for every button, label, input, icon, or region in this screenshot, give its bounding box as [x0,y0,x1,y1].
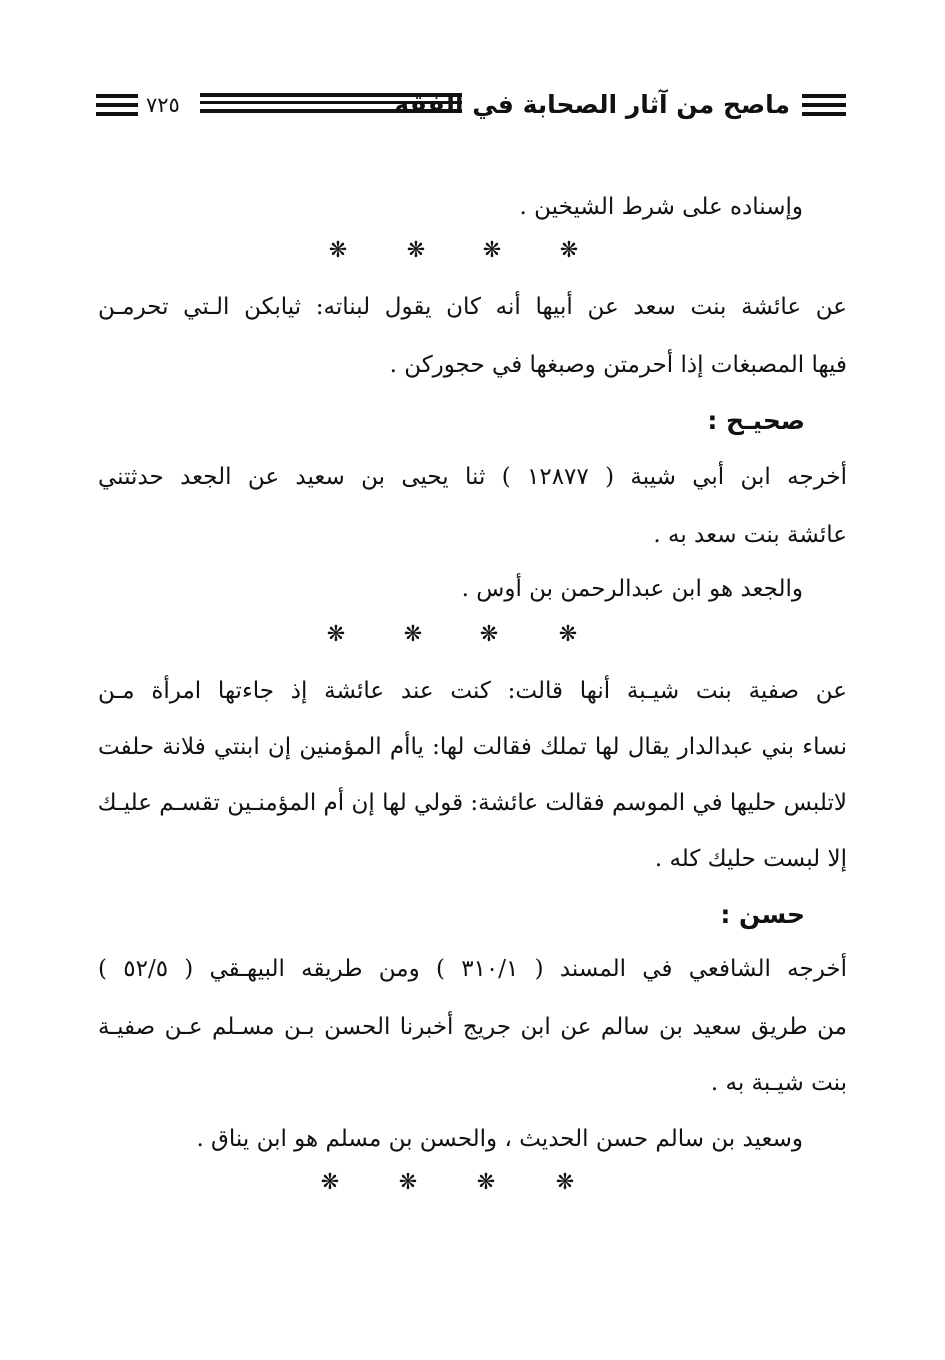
star-separator [0,1172,945,1202]
star-separator [0,240,945,270]
text-line: وسعيد بن سالم حسن الحديث ، والحسن بن مسلم هو ابن يناق . [196,1126,803,1152]
text-line: عائشة بنت سعد به . [653,522,847,548]
star-ornament-icon: ❋ [555,1170,575,1195]
header-rule-left-top [96,94,138,98]
text-line: فيها المصبغات إذا أحرمتن وصبغها في حجوركن . [389,352,847,378]
star-ornament-icon: ❋ [320,1170,340,1195]
text-line: عن عائشة بنت سعد عن أبيها أنه كان يقول لبناته: ثيابكن الـتي تحرمـن [98,294,847,320]
star-ornament-icon: ❋ [482,238,502,263]
text-line: من طريق سعيد بن سالم عن ابن جريج أخبرنا الحسن بـن مسـلم عـن صفيـة [98,1014,847,1040]
header-rule-right-bottom [802,112,846,116]
header-title: ماصح من آثار الصحابة في الفقه [394,90,790,119]
text-line: لاتلبس حليها في الموسم فقالت عائشة: قولي لها إن أم المؤمنـين تقسـم عليـك [97,790,847,816]
star-separator [0,624,945,654]
star-ornament-icon: ❋ [403,622,423,647]
star-ornament-icon: ❋ [476,1170,496,1195]
header-rule-left-bottom [96,112,138,116]
text-line: إلا لبست حليك كله . [654,846,847,872]
text-line: أخرجه ابن أبي شيبة ( ١٢٨٧٧ ) ثنا يحيى بن سعيد عن الجعد حدثتني [98,464,847,490]
star-ornament-icon: ❋ [479,622,499,647]
star-ornament-icon: ❋ [326,622,346,647]
text-line: نساء بني عبدالدار يقال لها تملك فقالت لها: ياأم المؤمنين إن ابنتي فلانة حلفت [98,734,847,760]
star-ornament-icon: ❋ [406,238,426,263]
text-line: عن صفية بنت شيـبة أنها قالت: كنت عند عائشة إذ جاءتها امرأة مـن [98,678,847,704]
running-header [96,86,846,130]
star-ornament-icon: ❋ [398,1170,418,1195]
text-line: وإسناده على شرط الشيخين . [519,194,803,220]
star-ornament-icon: ❋ [558,622,578,647]
star-ornament-icon: ❋ [559,238,579,263]
text-line: بنت شيـبة به . [710,1070,847,1096]
text-line: والجعد هو ابن عبدالرحمن بن أوس . [461,576,803,602]
text-line: أخرجه الشافعي في المسند ( ٣١٠/١ ) ومن طريقه البيهـقي ( ٥٢/٥ ) [98,956,848,982]
grading-heading: حسن : [720,900,805,929]
header-rule-right-middle [802,103,846,107]
star-ornament-icon: ❋ [328,238,348,263]
header-rule-left-middle [96,103,138,107]
page-number: ٧٢٥ [146,93,180,117]
grading-heading: صحيـح : [707,406,805,435]
header-rule-right-top [802,94,846,98]
